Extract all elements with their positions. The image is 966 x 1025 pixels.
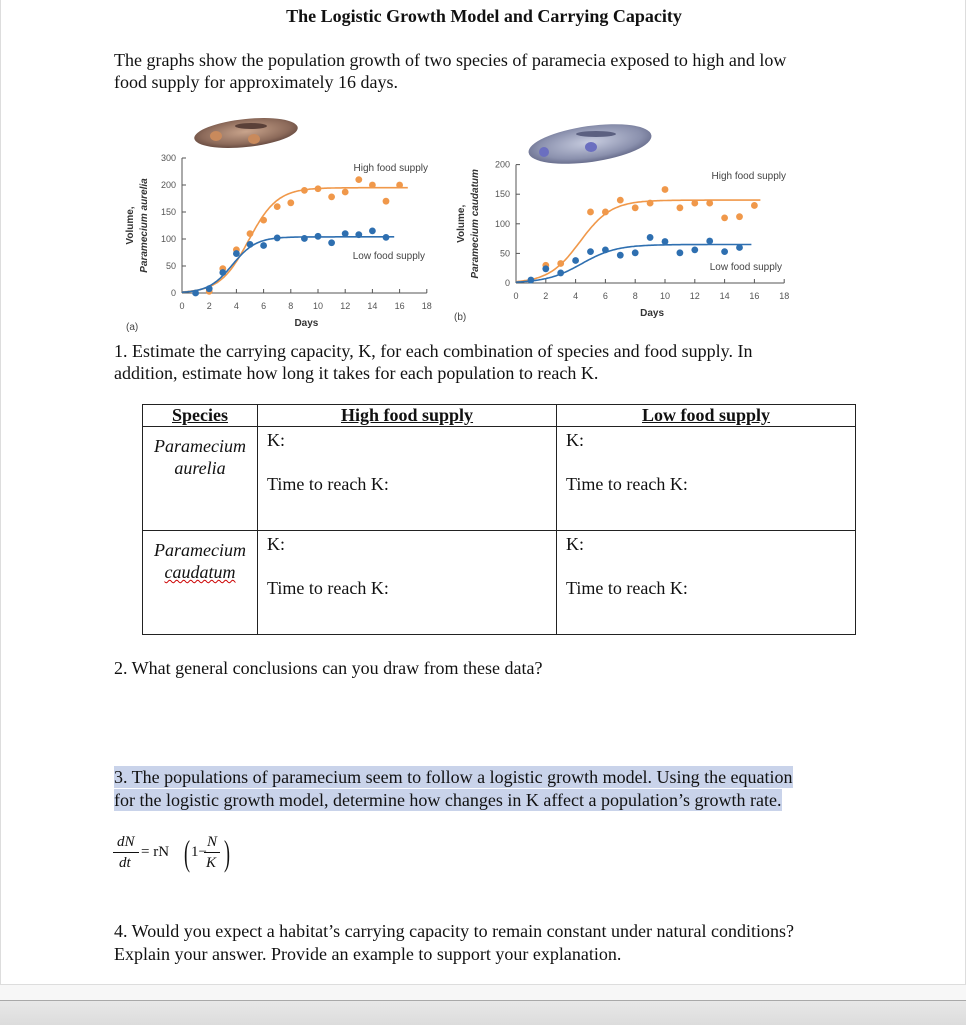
- x-axis-label: Days: [640, 308, 665, 319]
- data-point-high: [557, 260, 564, 267]
- y-tick-label: 100: [494, 218, 510, 229]
- legend-label-low: Low food supply: [709, 262, 782, 273]
- data-point-low: [632, 249, 639, 256]
- data-point-high: [383, 198, 390, 205]
- y-tick-label: 150: [160, 207, 176, 217]
- data-point-high: [328, 193, 335, 200]
- k-label: K:: [267, 534, 285, 554]
- legend-label-high: High food supply: [711, 171, 786, 182]
- aurelia-high-cell[interactable]: [258, 427, 557, 531]
- x-tick-label: 18: [421, 301, 432, 311]
- fit-curve-high: [182, 188, 408, 292]
- data-point-high: [301, 187, 308, 194]
- data-point-low: [602, 246, 609, 253]
- data-point-low: [192, 290, 199, 297]
- data-point-low: [355, 231, 362, 238]
- data-point-low: [647, 234, 654, 241]
- carrying-capacity-table: [142, 404, 856, 635]
- data-point-low: [721, 248, 728, 255]
- question-2: 2. What general conclusions can you draw from these data?: [114, 658, 543, 678]
- data-point-high: [662, 186, 669, 193]
- question-1-line-1: 1. Estimate the carrying capacity, K, for each combination of species and food supply. In: [114, 341, 753, 361]
- data-point-low: [706, 238, 713, 245]
- data-point-high: [247, 230, 254, 237]
- data-point-high: [369, 182, 376, 189]
- data-point-low: [587, 248, 594, 255]
- species-caudatum: Paramecium caudatum: [143, 531, 258, 635]
- document-page: The Logistic Growth Model and Carrying Capacity The graphs show the population growth of two species of paramecia exposed to high and low food supply for approximately 16 days. 0 2 4 6 8 10 12 14 16 18 0 50 100 150 200 300 Days (a) Volume, Paramecium aurelia High food supply Low food supply 0 2 4 6 8 10 12 14 16 18 0 50 100 150 200 Days (b) Volume, Paramecium caudatum High food supply Low food supply 1. Estimate the carrying capacity, K, for each combination of species and food supply. In addition, estimate how long it takes for each population to reach K. Species High food supply Low food supply Paramecium aurelia K: Time to reach K: K: Time to reach K: Paramecium caudatum K: Time to reach K: K: Time to reach K: 2. What general conclusions can you draw from these data? 3. The populations of paramecium seem to follow a logistic growth model. Using the equation for the logistic growth model, determine how changes in K affect a population’s growth rate. dN dt = rN ( 1− N K ) 4. Would you expect a habitat’s carrying capacity to remain constant under natural conditions? Explain your answer. Provide an example to support your explanation.: [0, 0, 966, 985]
- intro-line-2: food supply for approximately 16 days.: [114, 72, 398, 92]
- data-point-low: [617, 252, 624, 259]
- question-4-line-1: 4. Would you expect a habitat’s carrying capacity to remain constant under natural conditions?: [114, 921, 795, 941]
- data-point-low: [206, 285, 213, 292]
- y-tick-label: 50: [499, 248, 510, 259]
- x-tick-label: 14: [367, 301, 378, 311]
- data-point-high: [736, 213, 743, 220]
- x-tick-label: 2: [206, 301, 212, 311]
- question-3-line-2: for the logistic growth model, determine how changes in K affect a population’s growth rate.: [114, 790, 782, 810]
- time-label: Time to reach K:: [566, 474, 688, 494]
- x-tick-label: 12: [689, 291, 700, 301]
- x-tick-label: 14: [719, 291, 730, 301]
- paramecium-aurelia-illustration: [193, 114, 299, 153]
- aurelia-low-cell[interactable]: [557, 427, 856, 531]
- question-3-line-1: 3. The populations of paramecium seem to follow a logistic growth model. Using the equation: [114, 767, 793, 787]
- y-tick-label: 100: [160, 234, 176, 244]
- data-point-low: [315, 233, 322, 240]
- fit-curve-low: [182, 237, 394, 292]
- x-tick-label: 10: [659, 291, 671, 301]
- x-tick-label: 10: [312, 301, 324, 311]
- caudatum-low-cell[interactable]: [557, 531, 856, 635]
- data-point-low: [557, 270, 564, 277]
- data-point-high: [355, 176, 362, 183]
- header-low-food: Low food supply: [557, 405, 856, 427]
- x-tick-label: 6: [261, 301, 267, 311]
- data-point-high: [587, 209, 594, 216]
- x-axis-label: Days: [294, 318, 319, 329]
- data-point-low: [691, 246, 698, 253]
- data-point-high: [260, 217, 267, 224]
- data-point-low: [328, 239, 335, 246]
- data-point-high: [632, 204, 639, 211]
- data-point-high: [647, 200, 654, 207]
- x-tick-label: 2: [543, 291, 549, 301]
- chart-a-aurelia: [111, 110, 441, 340]
- x-tick-label: 6: [602, 291, 608, 301]
- page-title: The Logistic Growth Model and Carrying Capacity: [286, 6, 682, 26]
- x-tick-label: 18: [779, 291, 790, 301]
- data-point-high: [602, 209, 609, 216]
- y-tick-label: 200: [494, 159, 510, 170]
- legend-label-low: Low food supply: [352, 251, 425, 262]
- legend-label-high: High food supply: [353, 163, 428, 174]
- x-tick-label: 0: [179, 301, 185, 311]
- y-tick-label: 150: [494, 189, 510, 200]
- data-point-low: [572, 257, 579, 264]
- data-point-low: [342, 230, 349, 237]
- header-species: Species: [143, 405, 258, 427]
- y-tick-label: 50: [165, 261, 176, 271]
- time-label: Time to reach K:: [267, 474, 389, 494]
- data-point-high: [274, 203, 281, 210]
- data-point-low: [219, 269, 226, 276]
- y-axis-label: Volume,: [456, 204, 467, 243]
- page-gap: [0, 985, 966, 1000]
- x-tick-label: 8: [288, 301, 294, 311]
- data-point-high: [342, 189, 349, 196]
- chart-b-caudatum: [446, 110, 796, 340]
- data-point-high: [396, 182, 403, 189]
- x-tick-label: 12: [340, 301, 351, 311]
- data-point-high: [315, 185, 322, 192]
- x-tick-label: 0: [513, 291, 519, 301]
- time-label: Time to reach K:: [267, 578, 389, 598]
- y-axis-label: Volume,: [125, 206, 136, 245]
- header-high-food: High food supply: [258, 405, 557, 427]
- k-label: K:: [566, 534, 584, 554]
- panel-label: (a): [126, 322, 139, 333]
- x-tick-label: 8: [632, 291, 638, 301]
- panel-label: (b): [454, 312, 467, 323]
- data-point-low: [369, 228, 376, 235]
- k-label: K:: [267, 430, 285, 450]
- y-axis-label-species: Paramecium caudatum: [470, 169, 481, 279]
- y-tick-label: 300: [160, 153, 176, 163]
- k-label: K:: [566, 430, 584, 450]
- data-point-low: [542, 265, 549, 272]
- question-4-line-2: Explain your answer. Provide an example to support your explanation.: [114, 944, 622, 964]
- x-tick-label: 4: [573, 291, 579, 301]
- data-point-low: [301, 235, 308, 242]
- data-point-low: [260, 242, 267, 249]
- data-point-high: [721, 214, 728, 221]
- data-point-low: [662, 238, 669, 245]
- data-point-low: [736, 244, 743, 251]
- y-tick-label: 200: [160, 180, 176, 190]
- data-point-low: [383, 234, 390, 241]
- data-point-high: [706, 200, 713, 207]
- y-axis-label-species: Paramecium aurelia: [139, 178, 150, 273]
- caudatum-high-cell[interactable]: [258, 531, 557, 635]
- data-point-high: [617, 197, 624, 204]
- intro-line-1: The graphs show the population growth of two species of paramecia exposed to high and low: [114, 50, 787, 70]
- data-point-low: [677, 249, 684, 256]
- data-point-high: [287, 199, 294, 206]
- bottom-status-bar: [0, 1000, 966, 1025]
- x-tick-label: 4: [233, 301, 239, 311]
- data-point-low: [233, 250, 240, 257]
- data-point-high: [677, 204, 684, 211]
- data-point-high: [691, 200, 698, 207]
- data-point-low: [274, 235, 281, 242]
- y-tick-label: 0: [170, 288, 176, 298]
- time-label: Time to reach K:: [566, 578, 688, 598]
- question-1-line-2: addition, estimate how long it takes for each population to reach K.: [114, 363, 599, 383]
- data-point-high: [751, 202, 758, 209]
- x-tick-label: 16: [749, 291, 760, 301]
- species-aurelia: Paramecium aurelia: [143, 427, 258, 531]
- y-tick-label: 0: [504, 278, 510, 288]
- paramecium-caudatum-illustration: [526, 118, 654, 171]
- data-point-low: [528, 277, 535, 284]
- x-tick-label: 16: [394, 301, 405, 311]
- data-point-low: [247, 241, 254, 248]
